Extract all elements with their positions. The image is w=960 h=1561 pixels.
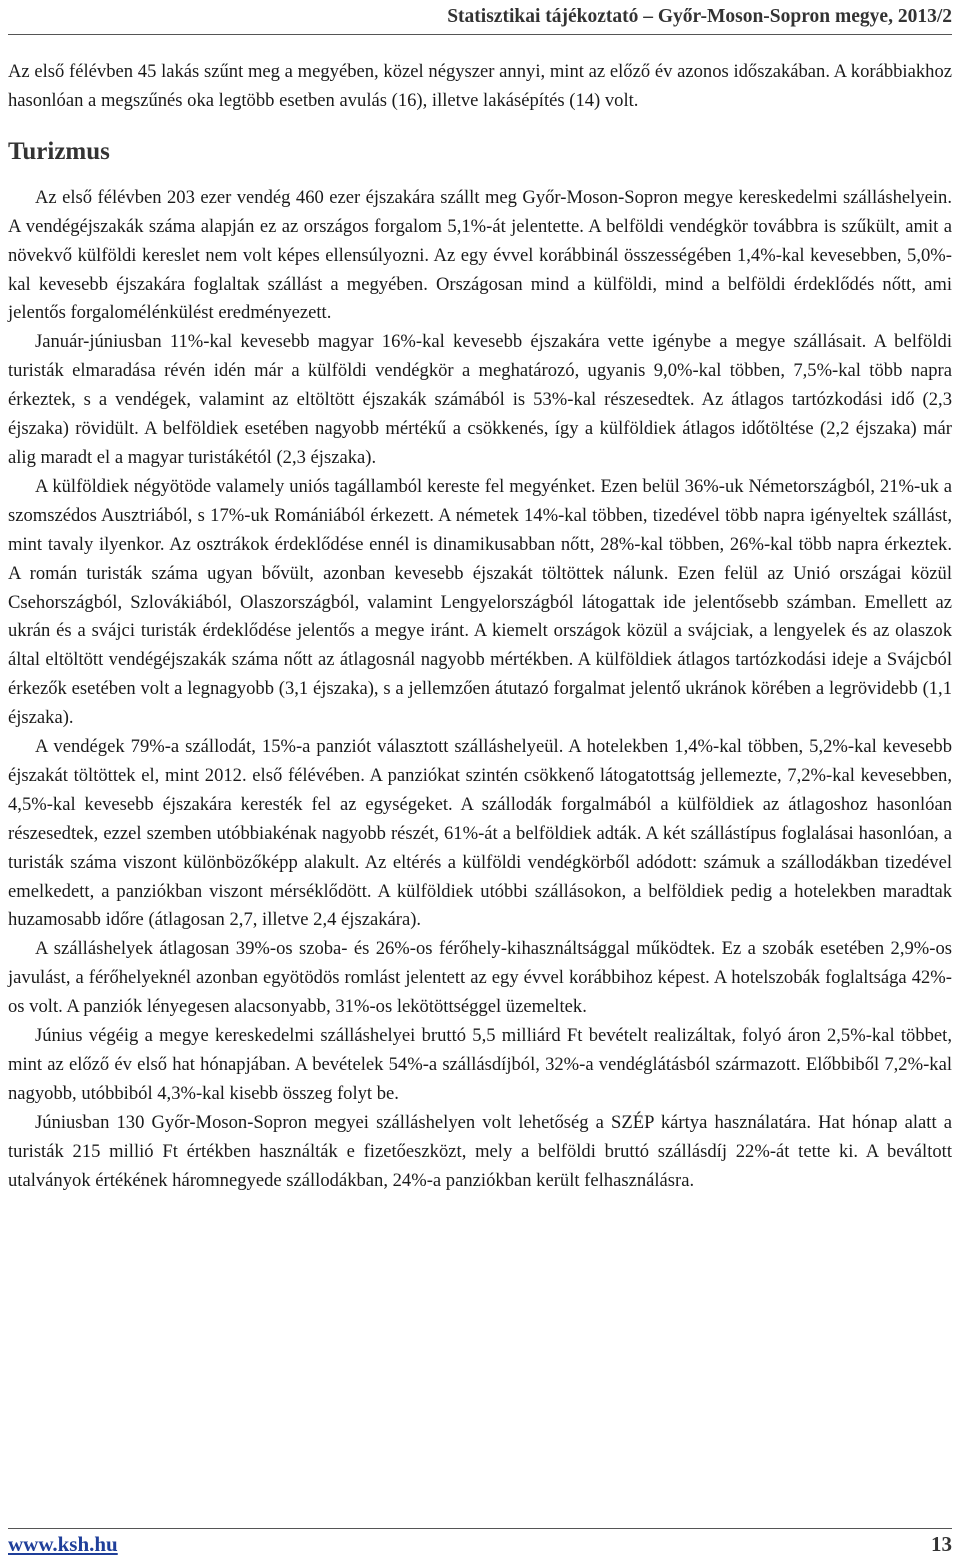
section-heading: Turizmus bbox=[8, 137, 110, 165]
intro-paragraph: Az első félévben 45 lakás szűnt meg a megyében, közel négyszer annyi, mint az előző év azonos időszakában. A korábbiakhoz hasonlóan a megszűnés oka legtöbb esetben avulás (16), illetve lakásépítés (14) volt. bbox=[8, 61, 952, 111]
paragraph-occupancy: A szálláshelyek átlagosan 39%-os szoba- és 26%-os férőhely-kihasználtsággal működtek. Ez a szobák esetében 2,9%-os javulást, a férőhelyeknél azonban egyötödös romlást jelentett az egy évvel korábbihoz képest. A hotelszobák foglaltsága 42%-os volt. A panziók lényegesen alacsonyabb, 31%-os lekötöttséggel üzemeltek. bbox=[8, 938, 952, 1018]
page-content bbox=[8, 58, 952, 1196]
ksh-website-link[interactable]: www.ksh.hu bbox=[8, 1532, 118, 1556]
paragraph-foreign-countries: A külföldiek négyötöde valamely uniós tagállamból kereste fel megyénket. Ezen belül 36%-uk Németországból, 21%-uk a szomszédos Ausztriából, s 17%-uk Romániából érkezett. A németek 14%-kal többen, tizedével több napra igényeltek szállást, mint tavaly ilyenkor. Az osztrákok érdeklődése ennél is dinamikusabban nőtt, 28%-kal többen, 26%-kal több napra érkeztek. A román turisták száma ugyan bővült, azonban kevesebb éjszakát töltöttek nálunk. Ezen felül az Unió országai közül Csehországból, Szlovákiából, Olaszországból, valamint Lengyelországból látogattak ide jelentősebb számban. Emellett az ukrán és a svájci turisták érdeklődése jelentős a megye iránt. A kiemelt országok közül a svájciak, a lengyelek és az olaszok által eltöltött vendégéjszakák száma nőtt az átlagosnál nagyobb mértékben. A külföldiek átlagos tartózkodási ideje a Svájcból érkezők esetében volt a legnagyobb (3,1 éjszaka), s a jellemzően átutazó forgalmat jelentő ukránok körében a legrövidebb (1,1 éjszaka). bbox=[8, 475, 952, 729]
paragraph-revenue: Június végéig a megye kereskedelmi szálláshelyei bruttó 5,5 milliárd Ft bevételt realizáltak, folyó áron 2,5%-kal többet, mint az előző év első hat hónapjában. A bevételek 54%-a szállásdíjból, 32%-a vendéglátásból származott. Előbbiből 7,2%-kal nagyobb, utóbbiból 4,3%-kal kisebb összeg folyt be. bbox=[8, 1025, 952, 1104]
paragraph-szep-card: Júniusban 130 Győr-Moson-Sopron megyei szálláshelyen volt lehetőség a SZÉP kártya használatára. Hat hónap alatt a turisták 215 millió Ft értékben használták e fizetőeszközt, mely a belföldi bruttó szállásdíj 22%-át tette ki. A beváltott utalványok értékének háromnegyede szállodákban, 24%-a panziókban került felhasználásra. bbox=[8, 1111, 952, 1191]
paragraph-domestic-foreign: Január-júniusban 11%-kal kevesebb magyar 16%-kal kevesebb éjszakára vette igénybe a megye szállásait. A belföldi turisták elmaradása révén idén már a külföldi vendégkör a meghatározó, ugyanis 9,0%-kal többen, 7,5%-kal több napra érkeztek, s a vendégek, valamint az eltöltött éjszakák számából is 53%-kal részesedtek. Az átlagos tartózkodási idő (2,3 éjszaka) rövidült. A belföldiek esetében nagyobb mértékű a csökkenés, így a külföldiek átlagos időtöltése (2,2 éjszaka) már alig maradt el a magyar turistákétól (2,3 éjszaka). bbox=[8, 331, 952, 468]
page-number: 13 bbox=[931, 1532, 952, 1556]
paragraph-accommodation-types: A vendégek 79%-a szállodát, 15%-a panziót választott szálláshelyeül. A hotelekben 1,4%-kal többen, 5,2%-kal kevesebb éjszakát töltöttek el, mint 2012. első félévében. A panziókat szintén csökkenő látogatottság jellemezte, 7,2%-kal kevesebben, 4,5%-kal kevesebb éjszakára keresték fel az egységeket. A szállodák forgalmából a külföldiek az átlagoshoz hasonlóan részesedtek, ezzel szemben utóbbiakénak nagyobb részét, 61%-át a belföldiek adták. A két szállástípus foglalásai hasonlóan, a turisták száma viszont különbözőképp alakult. Az eltérés a külföldi vendégkörből adódott: számuk a szállodákban tizedével emelkedett, a panziókban viszont mérséklődött. A külföldiek utóbbi szállásokon, a belföldiek pedig a hotelekben maradtak huzamosabb időre (átlagosan 2,7, illetve 2,4 éjszakára). bbox=[8, 736, 952, 931]
paragraph-guests-overview: Az első félévben 203 ezer vendég 460 ezer éjszakára szállt meg Győr-Moson-Sopron megye kereskedelmi szálláshelyein. A vendégéjszakák száma alapján ez az országos forgalom 5,1%-át jelentette. A belföldi vendégkör továbbra is szűkült, amit a növekvő külföldi kereslet nem volt képes ellensúlyozni. Az egy évvel korábbinál összességében 1,4%-kal kevesebben, 5,0%-kal kevesebb éjszakára foglaltak szállást a megyében. Országosan mind a külföldi, mind a belföldi érdeklődés nőtt, ami jelentős forgalomélénkülést eredményezett. bbox=[8, 186, 952, 324]
running-header bbox=[8, 6, 952, 35]
page-footer bbox=[8, 1528, 952, 1559]
header-title: Statisztikai tájékoztató – Győr-Moson-Sopron megye, 2013/2 bbox=[447, 6, 952, 27]
